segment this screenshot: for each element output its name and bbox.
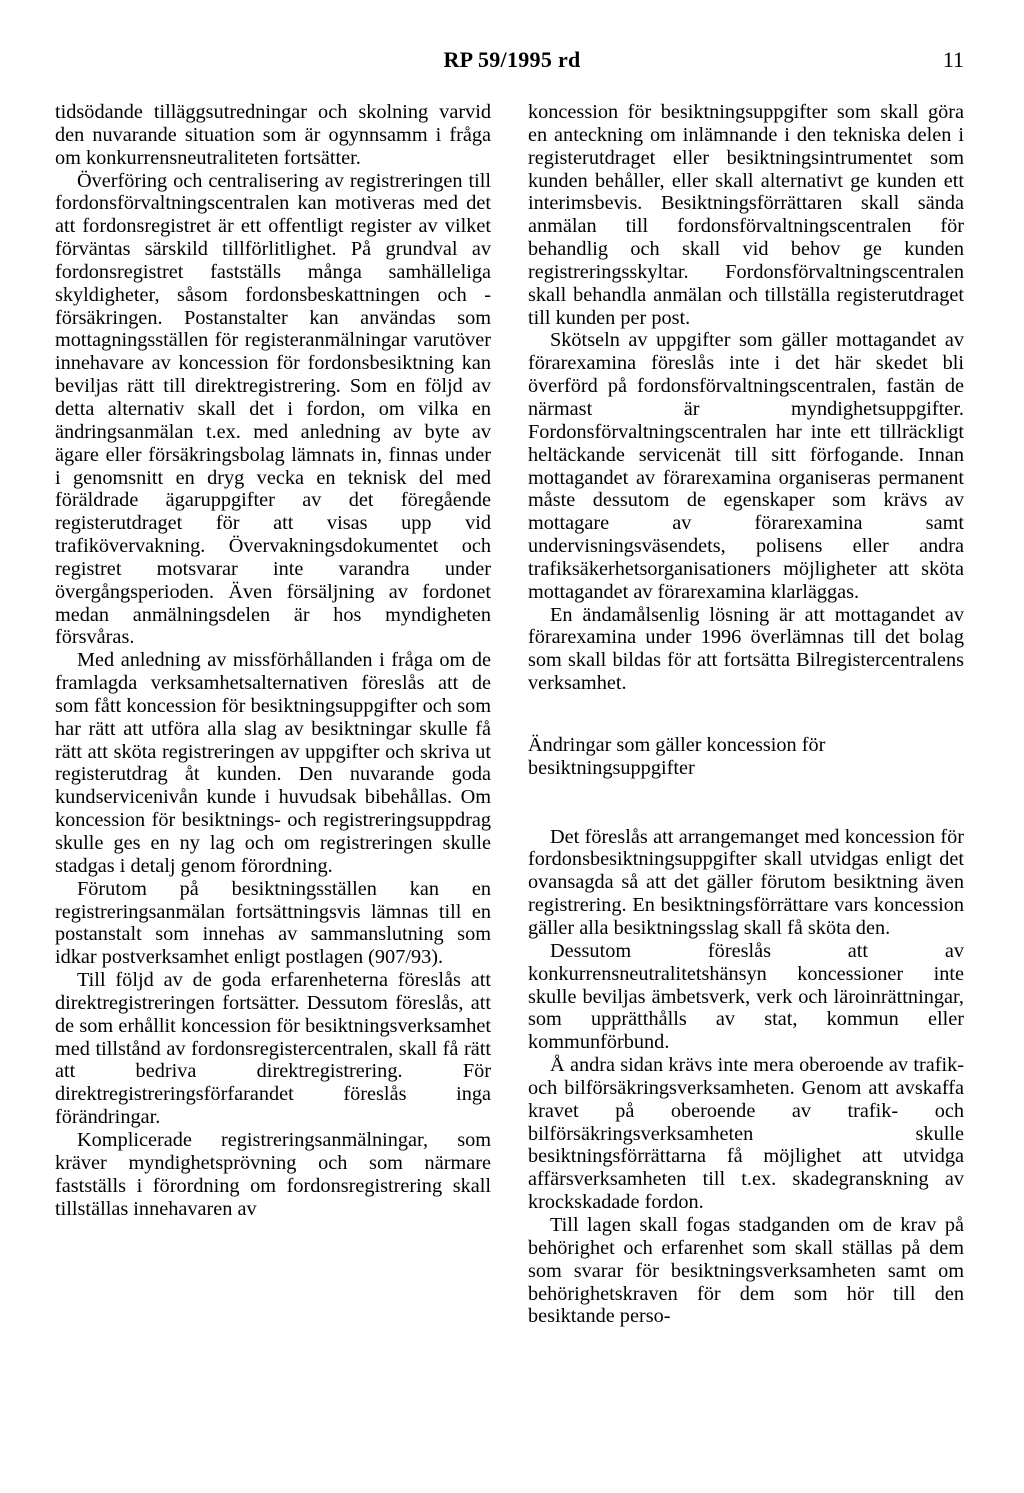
section-heading: Ändringar som gäller koncession för besiktningsuppgifter <box>528 733 826 779</box>
paragraph: Till lagen skall fogas stadganden om de krav på behörighet och erfarenhet som skall ställas på dem som svarar för besiktningsverksamheten samt om behörighetskraven för dem som hör till den besiktande perso- <box>528 1213 964 1328</box>
page-header <box>0 46 1024 76</box>
paragraph: koncession för besiktningsuppgifter som skall göra en anteckning om inlämnande i den tekniska delen i registerutdraget eller besiktningsintrumentet som kunden behåller, eller skall alternativt ge kunden ett interimsbevis. Besiktningsförrättaren skall sända anmälan till fordonsförvaltningscentralen för behandlig och skall vid behov ge kunden registreringsskyltar. Fordonsförvaltningscentralen skall behandla anmälan och tillställa registerutdraget till kunden per post. <box>528 101 964 329</box>
paragraph: Förutom på besiktningsställen kan en registreringsanmälan fortsättningsvis lämnas till en postanstalt som innehas av sammanslutning som idkar postverksamhet enligt postlagen (907/93). <box>55 877 491 969</box>
paragraph: Överföring och centralisering av registreringen till fordonsförvaltningscentralen kan motiveras med det att fordonsregistret är ett offentligt register av vilket förväntas särskild tillförlitlighet. På grundval av fordonsregistret fastställs många samhälleliga skyldigheter, såsom fordonsbeskattningen och -försäkringen. Postanstalter kan användas som mottagningsställen för registeranmälningar varutöver innehavare av koncession för fordonsbesiktning kan beviljas rätt till direktregistrering. Som en följd av detta alternativ skall det i fordon, om vilka en ändringsanmälan t.ex. med anledning av byte av ägare eller försäkringsbolag lämnats in, finnas under i genomsnitt en dryg vecka en teknisk del med föräldrade ägaruppgifter av det föregående registerutdraget för att visas upp vid trafikövervakning. Övervakningsdokumentet och registret motsvarar inte varandra under övergångsperioden. Även försäljning av fordonet medan anmälningsdelen är hos myndigheten försvåras. <box>55 169 491 649</box>
document-reference: RP 59/1995 rd <box>443 47 581 72</box>
paragraph: Med anledning av missförhållanden i fråga om de framlagda verksamhetsalternativen föreslås att de som fått koncession för besiktningsuppgifter och som har rätt att utföra alla slag av besiktningar skulle få rätt att sköta registreringen av uppgifter och skriva ut registerutdrag åt kunden. Den nuvarande goda kundservicenivån kunde i huvudsak bibehållas. Om koncession för besiktnings- och registreringsuppdrag skulle ges en ny lag och om registreringen skulle stadgas i detalj genom förordning. <box>55 649 491 877</box>
paragraph: Till följd av de goda erfarenheterna föreslås att direktregistreringen fortsätter. Dessutom föreslås, att de som erhållit koncession för besiktningsverksamhet med tillstånd av fordonsregistercentralen, skall få rätt att bedriva direktregistrering. För direktregistreringsförfarandet föreslås inga förändringar. <box>55 969 491 1129</box>
paragraph: Det föreslås att arrangemanget med koncession för fordonsbesiktningsuppgifter skall utvidgas enligt det ovansagda så att det gäller förutom besiktning även registrering. En besiktningsförrättare vars koncession gäller alla besiktningsslag skall få sköta den. <box>528 825 964 939</box>
paragraph: Dessutom föreslås att av konkurrensneutralitetshänsyn koncessioner inte skulle beviljas ämbetsverk, verk och läroinrättningar, som upprätthålls av stat, kommun eller kommunförbund. <box>528 939 964 1054</box>
paragraph: En ändamålsenlig lösning är att mottagandet av förarexamina under 1996 överlämnas till det bolag som skall bildas för att fortsätta Bilregistercentralens verksamhet. <box>528 603 964 695</box>
paragraph: Å andra sidan krävs inte mera oberoende av trafik- och bilförsäkringsverksamheten. Genom att avskaffa kravet på oberoende av trafik- och bilförsäkringsverksamheten skulle besiktningsförrättarna få möjlighet att utvidga affärsverksamheten till t.ex. skadegranskning av krockskadade fordon. <box>528 1054 964 1214</box>
paragraph: Komplicerade registreringsanmälningar, som kräver myndighetsprövning och som närmare fastställs i förordning om fordonsregistrering skall tillställas innehavaren av <box>55 1128 491 1220</box>
left-column <box>55 101 491 1220</box>
right-column <box>528 101 964 1328</box>
paragraph: tidsödande tilläggsutredningar och skolning varvid den nuvarande situation som är ogynnsamm i fråga om konkurrensneutraliteten fortsätter. <box>55 101 491 169</box>
page-number: 11 <box>942 47 964 72</box>
paragraph: Skötseln av uppgifter som gäller mottagandet av förarexamina föreslås inte i det här skedet bli överförd på fordonsförvaltningscentralen, fastän de närmast är myndighetsuppgifter. Fordonsförvaltningscentralen har inte ett tillräckligt heltäckande servicenät till sitt förfogande. Innan mottagandet av förarexamina organiseras permanent måste dessutom de egenskaper som krävs av mottagare av förarexamina samt undervisningsväsendets, polisens eller andra trafiksäkerhetsorganisationers möjligheter att sköta mottagandet av förarexamina klarläggas. <box>528 329 964 603</box>
